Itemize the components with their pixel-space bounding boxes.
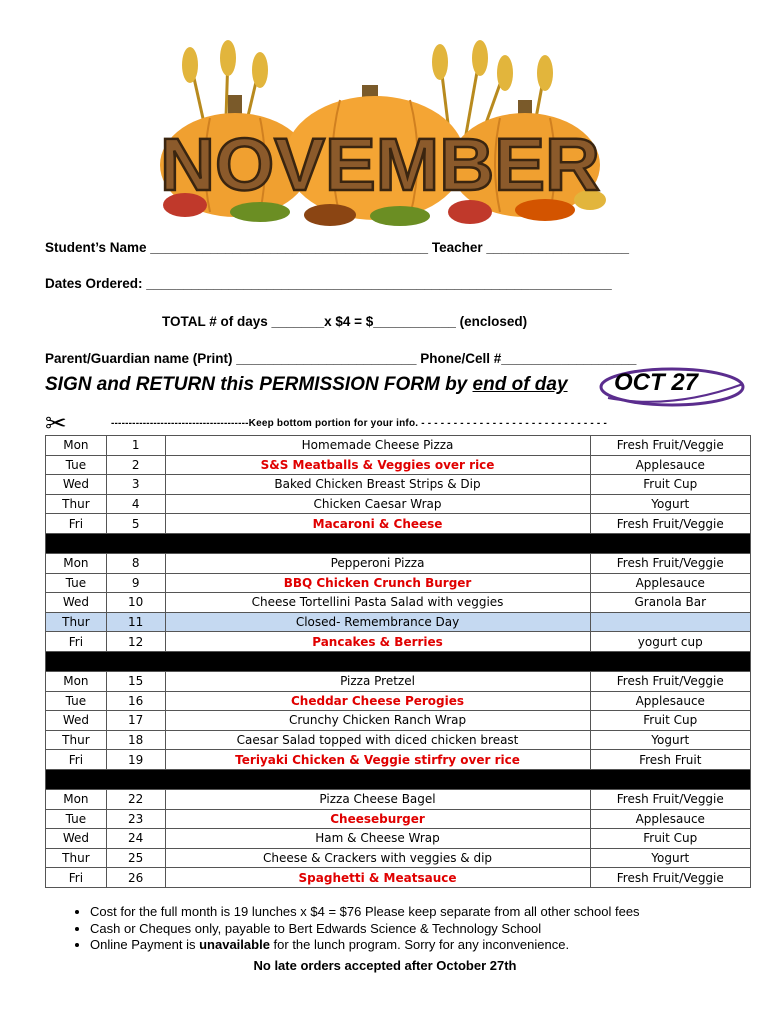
- table-row: [46, 593, 751, 613]
- side-cell: Applesauce: [590, 691, 750, 711]
- week-separator: [46, 769, 751, 789]
- day-cell: Wed: [46, 829, 107, 849]
- note-online: [90, 937, 770, 954]
- table-row: [46, 750, 751, 770]
- day-cell: Tue: [46, 455, 107, 475]
- date-cell: 26: [106, 868, 165, 888]
- meal-cell: S&S Meatballs & Veggies over rice: [165, 455, 590, 475]
- day-cell: Wed: [46, 475, 107, 495]
- sign-return-prefix: SIGN and RETURN this PERMISSION FORM by: [45, 374, 473, 395]
- student-teacher-line: Student’s Name _____________________________________ Teacher ___________________: [45, 240, 630, 255]
- side-cell: Fresh Fruit: [590, 750, 750, 770]
- date-cell: 8: [106, 553, 165, 573]
- day-cell: Wed: [46, 593, 107, 613]
- date-cell: 4: [106, 494, 165, 514]
- side-cell: Yogurt: [590, 848, 750, 868]
- cut-line-text: ---------------------------------------Keep bottom portion for your info. - - - - - - - - - - - - - - - - - - - - - - - - - - - - -: [111, 418, 607, 429]
- date-cell: 3: [106, 475, 165, 495]
- late-orders-note: No late orders accepted after October 27th: [253, 958, 517, 973]
- date-cell: 22: [106, 789, 165, 809]
- meal-cell: Cheese & Crackers with veggies & dip: [165, 848, 590, 868]
- table-row: [46, 514, 751, 534]
- november-banner: [150, 40, 610, 235]
- side-cell: Fresh Fruit/Veggie: [590, 514, 750, 534]
- note-cost: • Cost for the full month is 19 lunches x $4 = $76 Please keep separate from all other school fees: [90, 904, 770, 921]
- note-payment: • Cash or Cheques only, payable to Bert Edwards Science & Technology School: [90, 921, 770, 938]
- meal-cell: Cheese Tortellini Pasta Salad with veggies: [165, 593, 590, 613]
- date-cell: 1: [106, 436, 165, 456]
- meal-cell: Caesar Salad topped with diced chicken breast: [165, 730, 590, 750]
- week-separator: [46, 651, 751, 671]
- side-cell: Fruit Cup: [590, 711, 750, 731]
- date-cell: 16: [106, 691, 165, 711]
- table-row: [46, 671, 751, 691]
- meal-cell: Baked Chicken Breast Strips & Dip: [165, 475, 590, 495]
- meal-cell: Closed- Remembrance Day: [165, 612, 590, 632]
- meal-cell: Pancakes & Berries: [165, 632, 590, 652]
- table-row: [46, 711, 751, 731]
- day-cell: Fri: [46, 514, 107, 534]
- side-cell: Applesauce: [590, 455, 750, 475]
- week-separator-bar: [46, 651, 751, 671]
- table-row: [46, 868, 751, 888]
- lunch-menu-table: [45, 435, 751, 888]
- date-cell: 5: [106, 514, 165, 534]
- side-cell: Fruit Cup: [590, 475, 750, 495]
- total-days-line: TOTAL # of days _______x $4 = $___________ (enclosed): [162, 314, 528, 329]
- sign-return-heading: [45, 374, 568, 396]
- meal-cell: Pepperoni Pizza: [165, 553, 590, 573]
- table-row: [46, 809, 751, 829]
- side-cell: Fresh Fruit/Veggie: [590, 671, 750, 691]
- side-cell: yogurt cup: [590, 632, 750, 652]
- date-cell: 25: [106, 848, 165, 868]
- table-row: [46, 691, 751, 711]
- day-cell: Thur: [46, 730, 107, 750]
- date-cell: 19: [106, 750, 165, 770]
- note-online-pre: Online Payment is: [90, 937, 200, 952]
- side-cell: Granola Bar: [590, 593, 750, 613]
- table-row: [46, 475, 751, 495]
- week-separator: [46, 533, 751, 553]
- day-cell: Mon: [46, 553, 107, 573]
- table-row: [46, 632, 751, 652]
- meal-cell: Crunchy Chicken Ranch Wrap: [165, 711, 590, 731]
- meal-cell: Ham & Cheese Wrap: [165, 829, 590, 849]
- side-cell: Fresh Fruit/Veggie: [590, 436, 750, 456]
- dates-ordered-line: Dates Ordered: ______________________________________________________________: [45, 276, 612, 291]
- table-row: [46, 553, 751, 573]
- day-cell: Thur: [46, 494, 107, 514]
- parent-phone-line: Parent/Guardian name (Print) ________________________ Phone/Cell #__________________: [45, 351, 637, 366]
- day-cell: Mon: [46, 436, 107, 456]
- side-cell: Fresh Fruit/Veggie: [590, 553, 750, 573]
- meal-cell: BBQ Chicken Crunch Burger: [165, 573, 590, 593]
- meal-cell: Cheeseburger: [165, 809, 590, 829]
- day-cell: Mon: [46, 789, 107, 809]
- cut-line: [45, 408, 745, 438]
- note-online-bold: unavailable: [199, 937, 270, 952]
- side-cell: Fresh Fruit/Veggie: [590, 789, 750, 809]
- meal-cell: Cheddar Cheese Perogies: [165, 691, 590, 711]
- side-cell: Fruit Cup: [590, 829, 750, 849]
- day-cell: Tue: [46, 809, 107, 829]
- date-cell: 10: [106, 593, 165, 613]
- day-cell: Tue: [46, 573, 107, 593]
- date-cell: 18: [106, 730, 165, 750]
- date-cell: 15: [106, 671, 165, 691]
- day-cell: Thur: [46, 612, 107, 632]
- table-row: [46, 612, 751, 632]
- day-cell: Fri: [46, 868, 107, 888]
- meal-cell: Spaghetti & Meatsauce: [165, 868, 590, 888]
- day-cell: Fri: [46, 632, 107, 652]
- table-row: [46, 455, 751, 475]
- week-separator-bar: [46, 769, 751, 789]
- notes-list: [72, 904, 770, 954]
- date-cell: 2: [106, 455, 165, 475]
- side-cell: [590, 612, 750, 632]
- side-cell: Applesauce: [590, 573, 750, 593]
- meal-cell: Pizza Pretzel: [165, 671, 590, 691]
- date-cell: 9: [106, 573, 165, 593]
- week-separator-bar: [46, 533, 751, 553]
- date-cell: 23: [106, 809, 165, 829]
- meal-cell: Teriyaki Chicken & Veggie stirfry over rice: [165, 750, 590, 770]
- day-cell: Tue: [46, 691, 107, 711]
- table-row: [46, 848, 751, 868]
- date-cell: 17: [106, 711, 165, 731]
- banner-title: NOVEMBER: [160, 123, 600, 206]
- meal-cell: Chicken Caesar Wrap: [165, 494, 590, 514]
- date-cell: 24: [106, 829, 165, 849]
- table-row: [46, 789, 751, 809]
- meal-cell: Pizza Cheese Bagel: [165, 789, 590, 809]
- date-cell: 11: [106, 612, 165, 632]
- meal-cell: Macaroni & Cheese: [165, 514, 590, 534]
- day-cell: Thur: [46, 848, 107, 868]
- note-online-post: for the lunch program. Sorry for any inconvenience.: [269, 937, 570, 952]
- day-cell: Fri: [46, 750, 107, 770]
- table-row: [46, 573, 751, 593]
- deadline-date: OCT 27: [614, 369, 699, 396]
- end-of-day-text: end of day: [472, 374, 568, 395]
- side-cell: Yogurt: [590, 730, 750, 750]
- day-cell: Mon: [46, 671, 107, 691]
- side-cell: Yogurt: [590, 494, 750, 514]
- table-row: [46, 829, 751, 849]
- scissors-icon: ✂: [45, 408, 67, 438]
- side-cell: Applesauce: [590, 809, 750, 829]
- meal-cell: Homemade Cheese Pizza: [165, 436, 590, 456]
- table-row: [46, 436, 751, 456]
- side-cell: Fresh Fruit/Veggie: [590, 868, 750, 888]
- date-cell: 12: [106, 632, 165, 652]
- day-cell: Wed: [46, 711, 107, 731]
- table-row: [46, 494, 751, 514]
- table-row: [46, 730, 751, 750]
